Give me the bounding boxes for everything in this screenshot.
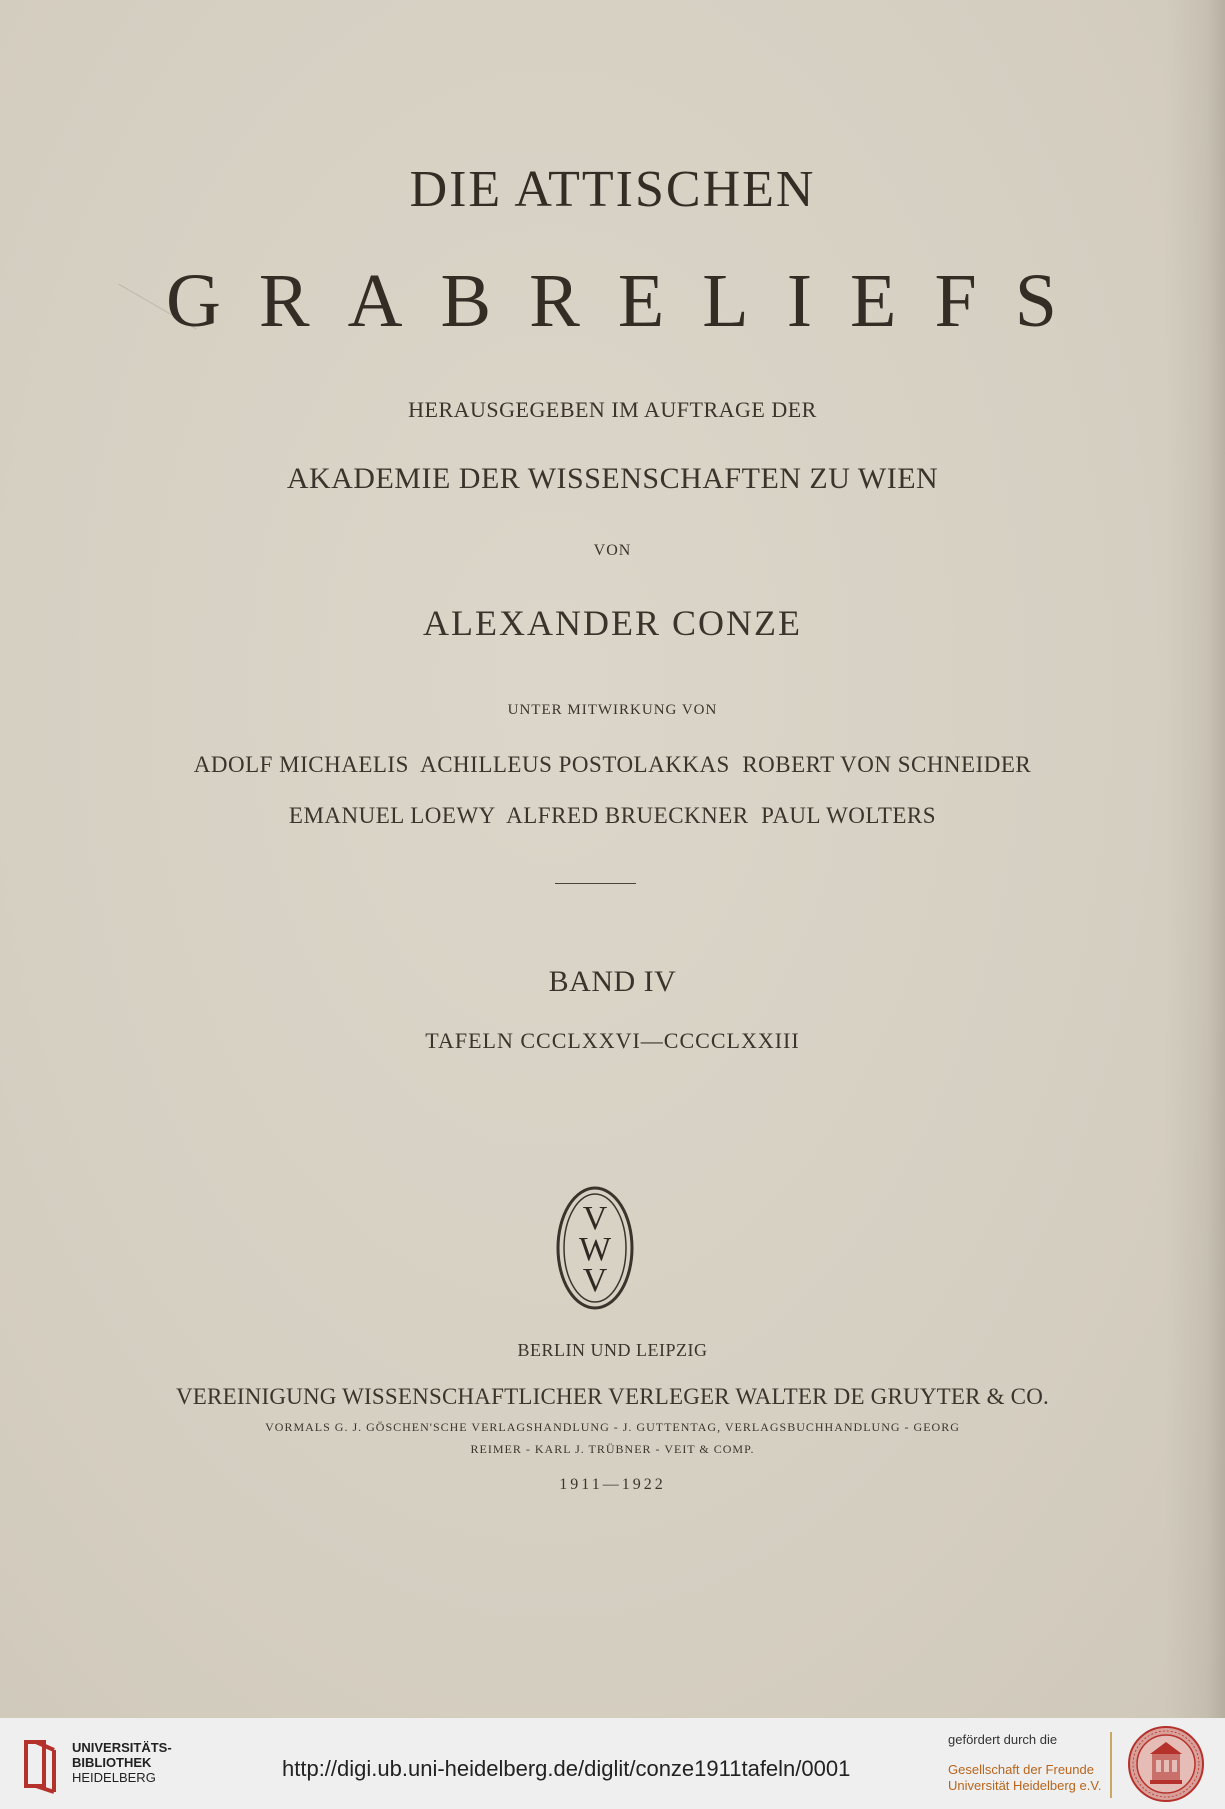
- logo-letter-top: V: [582, 1200, 608, 1237]
- society-line-2: Universität Heidelberg e.V.: [948, 1778, 1102, 1793]
- society-line-1: Gesellschaft der Freunde: [948, 1762, 1094, 1777]
- sponsor-label: gefördert durch die: [948, 1732, 1058, 1747]
- former-publishers-line-1: VORMALS G. J. GÖSCHEN'SCHE VERLAGSHANDLUNG - J. GUTTENTAG, VERLAGSBUCHHANDLUNG - GEORG: [265, 1420, 960, 1434]
- library-name[interactable]: [72, 1740, 172, 1785]
- collaboration-label: UNTER MITWIRKUNG VON: [507, 702, 718, 718]
- plates-range: TAFELN CCCLXXVI—CCCCLXXIII: [425, 1028, 800, 1053]
- title-line-2: GRABRELIEFS: [166, 259, 1095, 343]
- permalink-url[interactable]: http://digi.ub.uni-heidelberg.de/diglit/conze1911tafeln/0001: [282, 1756, 851, 1781]
- publisher-name: VEREINIGUNG WISSENSCHAFTLICHER VERLEGER WALTER DE GRUYTER & CO.: [176, 1384, 1049, 1409]
- subtitle-line-1: HERAUSGEGEBEN IM AUFTRAGE DER: [408, 397, 817, 422]
- von-label: VON: [593, 542, 632, 559]
- publication-city: BERLIN UND LEIPZIG: [517, 1340, 708, 1360]
- footer-divider: [1110, 1732, 1112, 1798]
- collaborators-line-1: ADOLF MICHAELIS ACHILLEUS POSTOLAKKAS ROBERT VON SCHNEIDER: [193, 752, 1032, 777]
- publisher-logo: [555, 1185, 635, 1311]
- volume-number: BAND IV: [548, 965, 677, 998]
- sponsor-society[interactable]: [948, 1762, 1101, 1794]
- author-name: ALEXANDER CONZE: [423, 603, 802, 643]
- title-line-1: DIE ATTISCHEN: [409, 161, 816, 218]
- library-name-line-3: HEIDELBERG: [72, 1770, 156, 1785]
- library-name-line-1: UNIVERSITÄTS-: [72, 1740, 172, 1755]
- library-name-line-2: BIBLIOTHEK: [72, 1755, 152, 1770]
- logo-letter-bottom: V: [582, 1262, 608, 1299]
- subtitle-line-2: AKADEMIE DER WISSENSCHAFTEN ZU WIEN: [286, 462, 939, 495]
- library-logo-icon[interactable]: [22, 1736, 66, 1794]
- divider-rule: [555, 883, 636, 884]
- publication-years: 1911—1922: [559, 1476, 666, 1493]
- digitization-footer: [0, 1718, 1225, 1809]
- university-seal-icon: [1126, 1724, 1206, 1804]
- logo-letter-middle: W: [578, 1231, 612, 1268]
- collaborators-line-2: EMANUEL LOEWY ALFRED BRUECKNER PAUL WOLTERS: [288, 803, 937, 828]
- former-publishers-line-2: REIMER - KARL J. TRÜBNER - VEIT & COMP.: [470, 1442, 755, 1456]
